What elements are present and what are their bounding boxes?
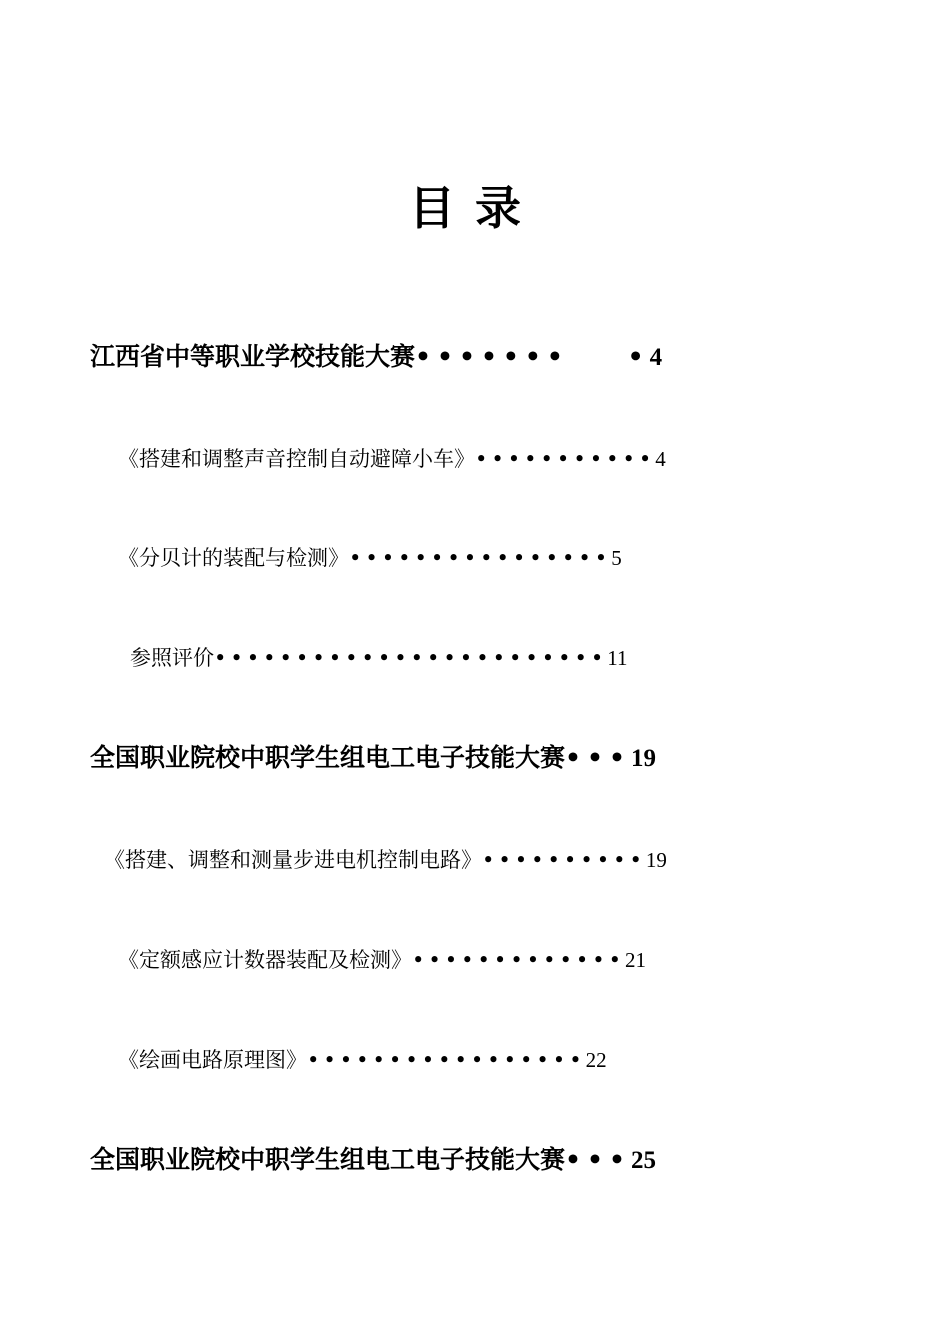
toc-leader-dots: ••••••••••••• — [412, 948, 626, 972]
toc-leader-dots: ••••••• • — [415, 342, 650, 371]
toc-entry-label: 《定额感应计数器装配及检测》 — [118, 948, 412, 972]
toc-entry-label: 参照评价 — [130, 646, 214, 670]
toc-page-number: 19 — [630, 745, 656, 772]
toc-entry[interactable] — [118, 541, 622, 575]
toc-entry[interactable] — [118, 943, 646, 977]
toc-entry-label: 《搭建和调整声音控制自动避障小车》 — [118, 447, 475, 471]
page-title: 目录 — [409, 181, 541, 235]
toc-page-number: 22 — [585, 1048, 607, 1072]
toc-entry-label: 全国职业院校中职学生组电工电子技能大赛 — [90, 1145, 566, 1174]
toc-entry-label: 《搭建、调整和测量步进电机控制电路》 — [104, 848, 482, 872]
toc-entry-label: 江西省中等职业学校技能大赛 — [90, 342, 416, 371]
toc-page-number: 4 — [649, 344, 663, 371]
toc-page-number: 21 — [625, 948, 647, 972]
toc-page-number: 25 — [630, 1147, 656, 1174]
toc-leader-dots: ••••••••••• — [475, 447, 656, 471]
toc-entry[interactable] — [118, 442, 666, 476]
toc-leader-dots: •••••••••••••••••••••••• — [214, 646, 608, 670]
toc-page-number: 5 — [611, 546, 622, 570]
toc-entry-label: 全国职业院校中职学生组电工电子技能大赛 — [90, 743, 566, 772]
toc-leader-dots: •••••••••••••••• — [349, 546, 612, 570]
toc-page-number: 4 — [655, 447, 666, 471]
toc-page-number: 19 — [645, 848, 667, 872]
toc-entry[interactable] — [118, 1043, 607, 1077]
toc-entry[interactable] — [90, 1143, 656, 1178]
toc-entry-label: 《绘画电路原理图》 — [118, 1048, 307, 1072]
toc-entry-label: 《分贝计的装配与检测》 — [118, 546, 349, 570]
toc-leader-dots: ••• — [565, 743, 631, 772]
toc-entry[interactable] — [90, 741, 656, 776]
toc-page-number: 11 — [607, 646, 628, 670]
toc-leader-dots: ••••••••••••••••• — [307, 1048, 586, 1072]
toc-entry[interactable] — [90, 340, 662, 375]
toc-entry[interactable] — [130, 641, 628, 675]
toc-leader-dots: ••• — [565, 1145, 631, 1174]
toc-leader-dots: •••••••••• — [482, 848, 646, 872]
toc-entry[interactable] — [104, 843, 667, 877]
